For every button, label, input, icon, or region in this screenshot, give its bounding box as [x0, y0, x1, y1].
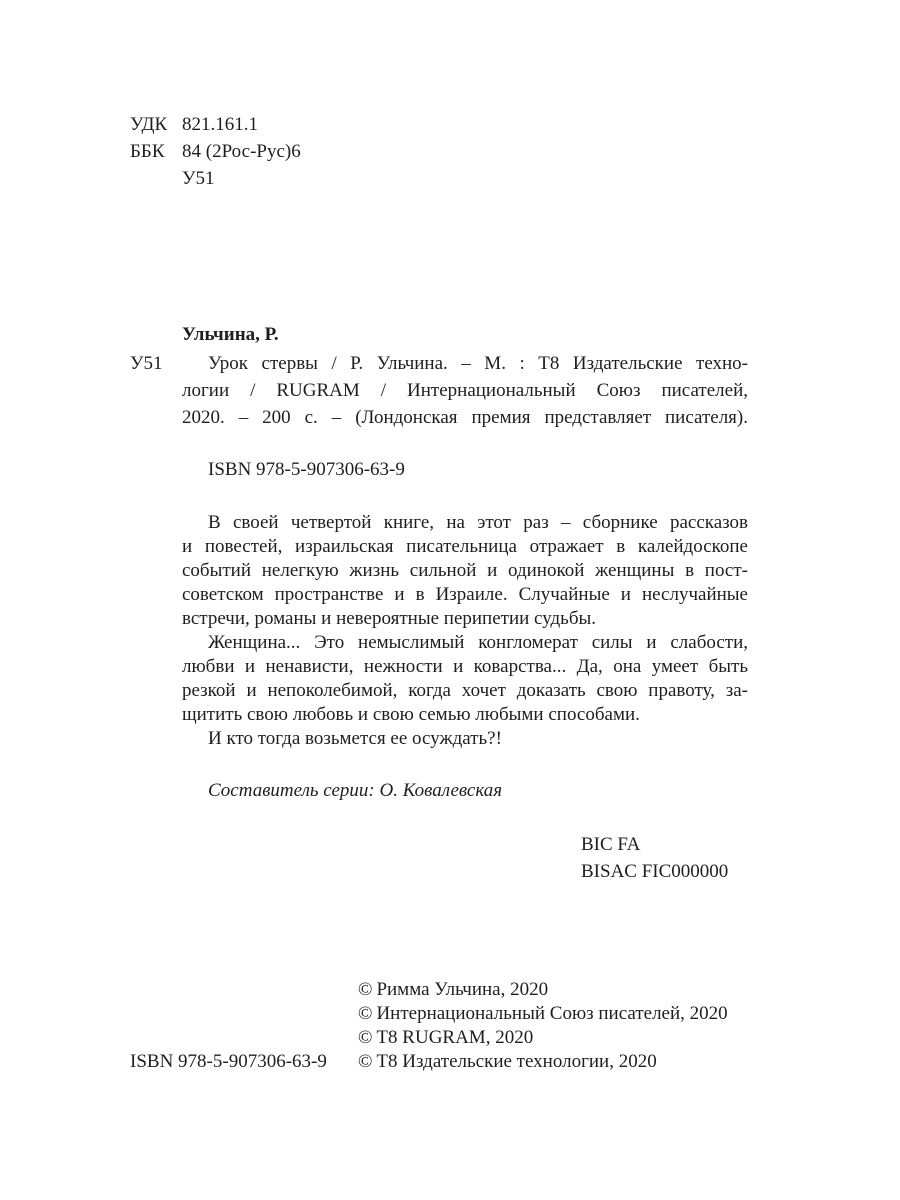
annotation-line: любви и ненависти, нежности и коварства... Да, она умеет быть — [182, 656, 748, 677]
udk-value: 821.161.1 — [182, 114, 258, 135]
isbn-bottom: ISBN 978-5-907306-63-9 — [130, 1051, 327, 1072]
bib-description-line: 2020. – 200 с. – (Лондонская премия представляет писателя). — [182, 407, 748, 428]
annotation-line: Женщина... Это немыслимый конгломерат силы и слабости, — [208, 632, 748, 653]
copyright-text: Т8 Издательские технологии, 2020 — [376, 1051, 657, 1072]
copyright-line — [358, 1002, 728, 1026]
copyright-text: Интернациональный Союз писателей, 2020 — [376, 1003, 728, 1024]
copyright-icon: © — [358, 979, 373, 1000]
author-mark-code: У51 — [130, 353, 163, 374]
annotation-line: советском пространстве и в Израиле. Случайные и неслучайные — [182, 584, 748, 605]
annotation-line: В своей четвертой книге, на этот раз – сборнике рассказов — [208, 512, 748, 533]
copyright-text: Т8 RUGRAM, 2020 — [376, 1027, 534, 1048]
udk-row — [130, 111, 258, 138]
bisac-code: BISAC FIC000000 — [581, 861, 729, 882]
series-compiler: Составитель серии: О. Ковалевская — [208, 780, 503, 801]
copyright-text: Римма Ульчина, 2020 — [376, 979, 549, 1000]
bic-code: BIC FA — [581, 834, 641, 855]
annotation-line: резкой и непоколебимой, когда хочет доказать свою правоту, за- — [182, 680, 748, 701]
bib-description-line: логии / RUGRAM / Интернациональный Союз писателей, — [182, 380, 748, 401]
annotation-line: встречи, романы и невероятные перипетии судьбы. — [182, 608, 597, 629]
bbk-label: ББК — [130, 141, 165, 162]
annotation-line: и повестей, израильская писательница отражает в калейдоскопе — [182, 536, 748, 557]
copyright-icon: © — [358, 1003, 373, 1024]
copyright-icon: © — [358, 1027, 373, 1048]
author-heading: Ульчина, Р. — [182, 324, 279, 345]
annotation-line: событий нелегкую жизнь сильной и одинокой женщины в пост- — [182, 560, 748, 581]
author-mark-value: У51 — [182, 168, 215, 189]
copyright-line — [358, 1050, 657, 1074]
annotation-line: щитить свою любовь и свою семью любыми способами. — [182, 704, 640, 725]
udk-label: УДК — [130, 114, 168, 135]
annotation-line: И кто тогда возьмется ее осуждать?! — [208, 728, 502, 749]
copyright-line — [358, 978, 548, 1002]
bib-description-line: Урок стервы / Р. Ульчина. – М. : Т8 Издательские техно- — [208, 353, 748, 374]
author-mark-row — [130, 165, 214, 192]
bbk-value: 84 (2Рос-Рус)6 — [182, 141, 301, 162]
copyright-icon: © — [358, 1051, 373, 1072]
bbk-row — [130, 138, 301, 165]
isbn: ISBN 978-5-907306-63-9 — [208, 459, 405, 480]
copyright-line — [358, 1026, 533, 1050]
